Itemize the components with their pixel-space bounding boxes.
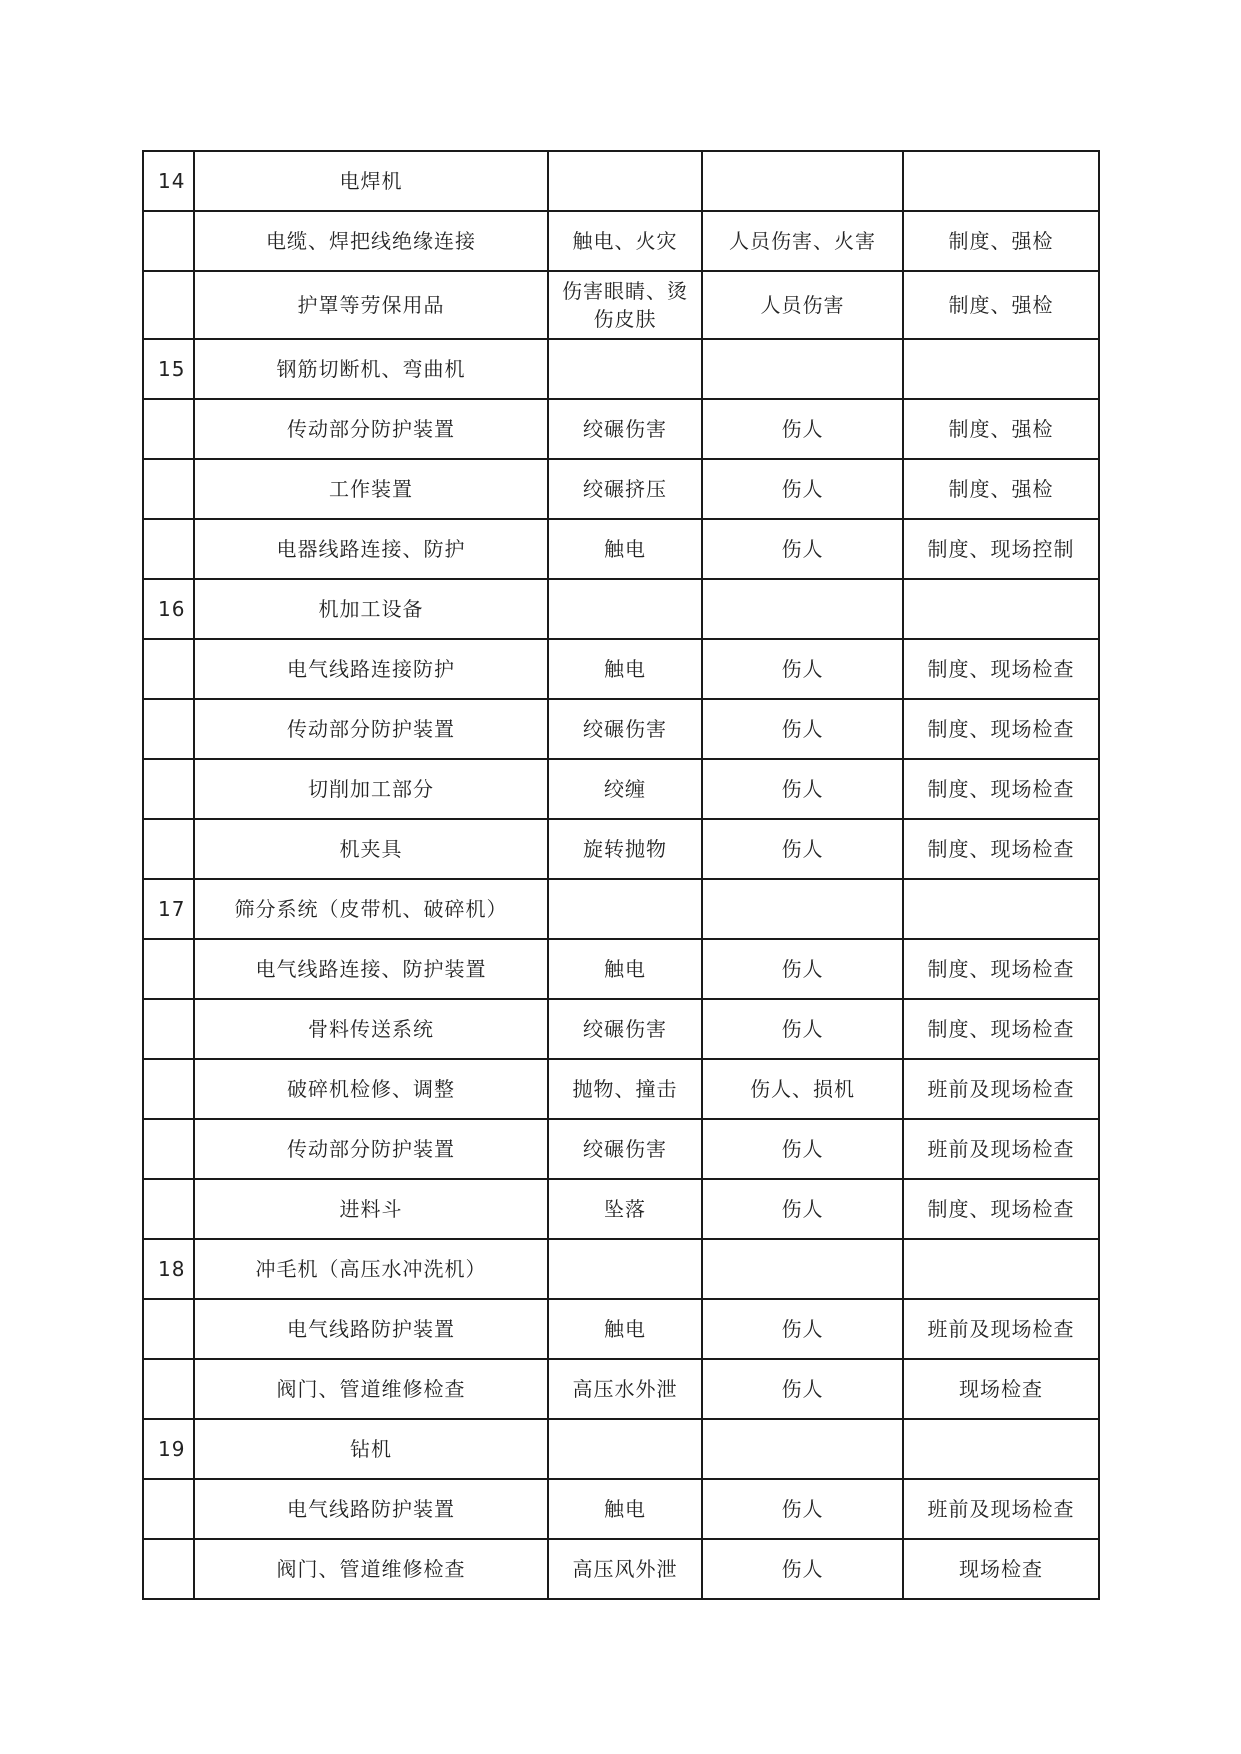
cell-no: [143, 271, 194, 339]
cell-consequence: 伤人: [702, 639, 903, 699]
cell-measure: 制度、强检: [903, 211, 1099, 271]
cell-hazard: 触电: [548, 939, 702, 999]
cell-measure: 制度、强检: [903, 399, 1099, 459]
cell-measure: [903, 879, 1099, 939]
table-row: [143, 519, 1099, 579]
cell-item: 电气线路防护装置: [194, 1299, 548, 1359]
cell-consequence: 伤人: [702, 519, 903, 579]
cell-no: [143, 1359, 194, 1419]
table-row: [143, 459, 1099, 519]
cell-no: 14: [143, 151, 194, 211]
cell-hazard: 旋转抛物: [548, 819, 702, 879]
cell-item: 电气线路连接防护: [194, 639, 548, 699]
cell-item: 阀门、管道维修检查: [194, 1539, 548, 1599]
cell-no: 18: [143, 1239, 194, 1299]
cell-item: 钻机: [194, 1419, 548, 1479]
cell-consequence: [702, 339, 903, 399]
table-row: [143, 1539, 1099, 1599]
table-row: [143, 1479, 1099, 1539]
table-row: [143, 579, 1099, 639]
table-row: [143, 1359, 1099, 1419]
cell-item: 电气线路连接、防护装置: [194, 939, 548, 999]
cell-hazard: 高压风外泄: [548, 1539, 702, 1599]
cell-item: 电焊机: [194, 151, 548, 211]
cell-measure: 制度、现场检查: [903, 999, 1099, 1059]
table-row: [143, 999, 1099, 1059]
table-row: [143, 339, 1099, 399]
table-row: [143, 819, 1099, 879]
cell-consequence: 伤人: [702, 1539, 903, 1599]
cell-no: [143, 1479, 194, 1539]
cell-hazard: [548, 579, 702, 639]
cell-no: 19: [143, 1419, 194, 1479]
cell-consequence: [702, 879, 903, 939]
cell-item: 护罩等劳保用品: [194, 271, 548, 339]
cell-no: 15: [143, 339, 194, 399]
table-row: [143, 271, 1099, 339]
cell-consequence: 伤人: [702, 939, 903, 999]
cell-no: [143, 939, 194, 999]
cell-measure: [903, 1419, 1099, 1479]
table-row: [143, 1059, 1099, 1119]
table-row: [143, 759, 1099, 819]
cell-consequence: [702, 579, 903, 639]
cell-item: 电缆、焊把线绝缘连接: [194, 211, 548, 271]
cell-consequence: 伤人: [702, 999, 903, 1059]
cell-no: [143, 1119, 194, 1179]
table-row: [143, 399, 1099, 459]
cell-hazard: [548, 879, 702, 939]
cell-no: 17: [143, 879, 194, 939]
cell-hazard: 触电: [548, 639, 702, 699]
table-row: [143, 1119, 1099, 1179]
cell-measure: 班前及现场检查: [903, 1299, 1099, 1359]
cell-hazard: 触电、火灾: [548, 211, 702, 271]
cell-measure: 制度、现场检查: [903, 939, 1099, 999]
cell-consequence: 伤人: [702, 699, 903, 759]
cell-no: [143, 1299, 194, 1359]
cell-consequence: [702, 151, 903, 211]
cell-hazard: 触电: [548, 1299, 702, 1359]
cell-hazard: 坠落: [548, 1179, 702, 1239]
cell-hazard: [548, 1239, 702, 1299]
cell-no: [143, 519, 194, 579]
table-row: [143, 151, 1099, 211]
table-row: [143, 1419, 1099, 1479]
cell-no: [143, 1059, 194, 1119]
cell-no: [143, 699, 194, 759]
cell-no: [143, 1539, 194, 1599]
cell-measure: [903, 151, 1099, 211]
cell-hazard: [548, 339, 702, 399]
cell-hazard: 绞碾伤害: [548, 999, 702, 1059]
table-row: [143, 1179, 1099, 1239]
cell-consequence: 伤人: [702, 759, 903, 819]
cell-item: 机夹具: [194, 819, 548, 879]
table-row: [143, 1299, 1099, 1359]
cell-no: 16: [143, 579, 194, 639]
cell-measure: 现场检查: [903, 1359, 1099, 1419]
cell-no: [143, 759, 194, 819]
cell-no: [143, 399, 194, 459]
cell-no: [143, 819, 194, 879]
cell-hazard: 绞碾伤害: [548, 1119, 702, 1179]
cell-hazard: 绞缠: [548, 759, 702, 819]
cell-consequence: 伤人: [702, 819, 903, 879]
cell-no: [143, 639, 194, 699]
cell-hazard: 触电: [548, 1479, 702, 1539]
cell-hazard: 绞碾挤压: [548, 459, 702, 519]
table-row: [143, 879, 1099, 939]
cell-measure: [903, 579, 1099, 639]
cell-item: 冲毛机（高压水冲洗机）: [194, 1239, 548, 1299]
cell-item: 钢筋切断机、弯曲机: [194, 339, 548, 399]
cell-hazard: 抛物、撞击: [548, 1059, 702, 1119]
cell-item: 传动部分防护装置: [194, 1119, 548, 1179]
cell-item: 电气线路防护装置: [194, 1479, 548, 1539]
table-row: [143, 699, 1099, 759]
cell-item: 切削加工部分: [194, 759, 548, 819]
cell-measure: 制度、现场检查: [903, 699, 1099, 759]
table-row: [143, 211, 1099, 271]
cell-measure: 制度、强检: [903, 271, 1099, 339]
cell-item: 筛分系统（皮带机、破碎机）: [194, 879, 548, 939]
cell-consequence: 人员伤害、火害: [702, 211, 903, 271]
cell-consequence: [702, 1239, 903, 1299]
cell-no: [143, 211, 194, 271]
cell-consequence: 伤人、损机: [702, 1059, 903, 1119]
cell-consequence: 伤人: [702, 459, 903, 519]
cell-item: 电器线路连接、防护: [194, 519, 548, 579]
cell-item: 传动部分防护装置: [194, 399, 548, 459]
cell-consequence: 伤人: [702, 1479, 903, 1539]
cell-hazard: [548, 151, 702, 211]
cell-hazard: 高压水外泄: [548, 1359, 702, 1419]
cell-measure: 制度、现场检查: [903, 639, 1099, 699]
cell-measure: 现场检查: [903, 1539, 1099, 1599]
table-row: [143, 939, 1099, 999]
cell-consequence: 人员伤害: [702, 271, 903, 339]
cell-measure: 班前及现场检查: [903, 1479, 1099, 1539]
cell-measure: [903, 1239, 1099, 1299]
cell-item: 进料斗: [194, 1179, 548, 1239]
cell-item: 工作装置: [194, 459, 548, 519]
cell-consequence: 伤人: [702, 1119, 903, 1179]
cell-item: 传动部分防护装置: [194, 699, 548, 759]
cell-no: [143, 999, 194, 1059]
cell-measure: 制度、现场检查: [903, 819, 1099, 879]
table-row: [143, 1239, 1099, 1299]
cell-measure: 班前及现场检查: [903, 1119, 1099, 1179]
table-row: [143, 639, 1099, 699]
cell-measure: 制度、现场控制: [903, 519, 1099, 579]
cell-hazard: 触电: [548, 519, 702, 579]
cell-consequence: 伤人: [702, 1179, 903, 1239]
cell-measure: [903, 339, 1099, 399]
cell-hazard: 伤害眼睛、烫伤皮肤: [548, 271, 702, 339]
hazard-table: [142, 150, 1100, 1600]
cell-consequence: [702, 1419, 903, 1479]
cell-measure: 制度、现场检查: [903, 1179, 1099, 1239]
cell-consequence: 伤人: [702, 1359, 903, 1419]
cell-item: 骨料传送系统: [194, 999, 548, 1059]
cell-measure: 制度、强检: [903, 459, 1099, 519]
cell-item: 阀门、管道维修检查: [194, 1359, 548, 1419]
cell-hazard: 绞碾伤害: [548, 699, 702, 759]
cell-item: 机加工设备: [194, 579, 548, 639]
cell-measure: 制度、现场检查: [903, 759, 1099, 819]
cell-hazard: [548, 1419, 702, 1479]
cell-hazard: 绞碾伤害: [548, 399, 702, 459]
cell-no: [143, 459, 194, 519]
cell-item: 破碎机检修、调整: [194, 1059, 548, 1119]
cell-no: [143, 1179, 194, 1239]
cell-consequence: 伤人: [702, 1299, 903, 1359]
cell-measure: 班前及现场检查: [903, 1059, 1099, 1119]
table-body: [143, 151, 1099, 1599]
cell-consequence: 伤人: [702, 399, 903, 459]
